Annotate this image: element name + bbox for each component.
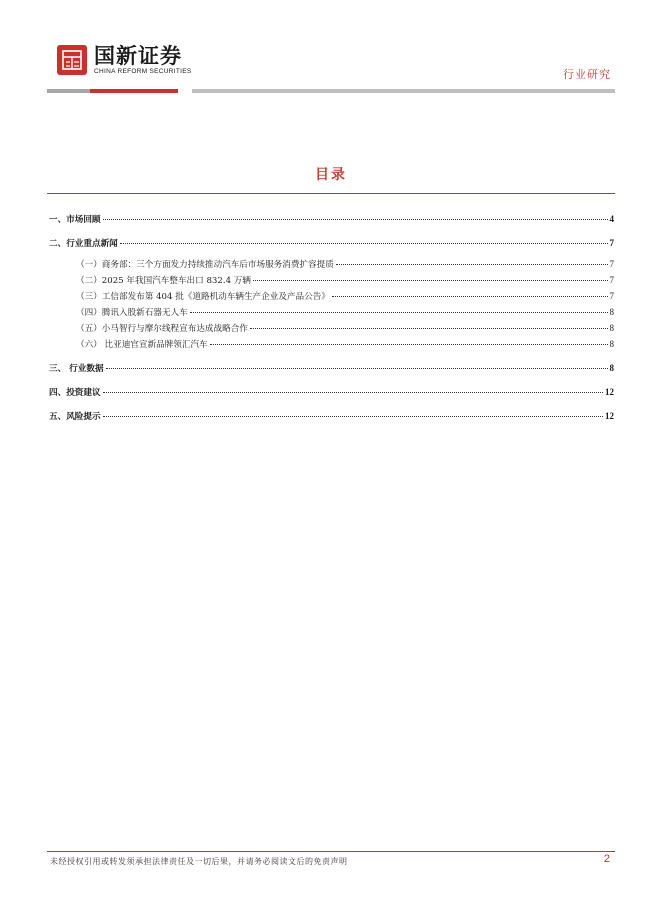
header-bar-red bbox=[90, 89, 178, 93]
toc-entry-risk-warning[interactable] bbox=[49, 410, 614, 423]
toc-leader-dots bbox=[332, 296, 608, 297]
toc-entry-news-1[interactable] bbox=[76, 258, 614, 271]
toc-entry-page: 8 bbox=[609, 307, 614, 317]
toc-entry-page: 4 bbox=[609, 214, 614, 224]
toc-leader-dots bbox=[103, 219, 608, 220]
toc-entry-page: 7 bbox=[609, 291, 614, 301]
toc-entry-page: 8 bbox=[609, 339, 614, 349]
toc-entry-page: 12 bbox=[605, 387, 614, 397]
toc-leader-dots bbox=[250, 328, 608, 329]
toc-entry-news-4[interactable] bbox=[76, 306, 614, 319]
toc-entry-label: 二、行业重点新闻 bbox=[49, 239, 118, 249]
toc-entry-news-5[interactable] bbox=[76, 322, 614, 335]
toc-leader-dots bbox=[106, 368, 608, 369]
toc-leader-dots bbox=[210, 344, 608, 345]
toc-leader-dots bbox=[336, 264, 608, 265]
toc-leader-dots bbox=[103, 392, 603, 393]
toc-entry-page: 7 bbox=[609, 259, 614, 269]
header-bar-gray-right bbox=[192, 89, 615, 93]
toc-entry-label: （五）小马智行与摩尔线程宣布达成战略合作 bbox=[76, 324, 248, 334]
toc-entry-label: 四、投资建议 bbox=[49, 388, 101, 398]
toc-entry-industry-news[interactable] bbox=[49, 237, 614, 250]
toc-entry-label: 一、市场回顾 bbox=[49, 215, 101, 225]
toc-entry-news-6[interactable] bbox=[76, 338, 614, 351]
toc-leader-dots bbox=[103, 416, 603, 417]
toc-entry-news-2[interactable] bbox=[76, 274, 614, 287]
toc-entry-label: （三）工信部发布第 404 批《道路机动车辆生产企业及产品公告》 bbox=[76, 292, 330, 302]
toc-entry-page: 12 bbox=[605, 411, 614, 421]
toc-entry-industry-data[interactable] bbox=[49, 362, 614, 375]
toc-entry-page: 8 bbox=[609, 363, 614, 373]
toc-title-rule bbox=[47, 193, 615, 194]
toc-leader-dots bbox=[190, 312, 608, 313]
toc-entry-page: 7 bbox=[609, 275, 614, 285]
toc-entry-label: 五、风险提示 bbox=[49, 412, 101, 422]
toc-entry-label: （四）腾讯入股新石器无人车 bbox=[76, 308, 188, 318]
logo-chinese-name: 国新证券 bbox=[94, 44, 182, 68]
toc-entry-label: 三、 行业数据 bbox=[49, 364, 104, 374]
toc-entry-label: （一）商务部：三个方面发力持续推动汽车后市场服务消费扩容提质 bbox=[76, 260, 334, 270]
page-number: 2 bbox=[603, 853, 610, 865]
toc-entry-page: 7 bbox=[609, 238, 614, 248]
toc-leader-dots bbox=[253, 280, 608, 281]
report-category: 行业研究 bbox=[563, 68, 611, 81]
toc-entry-label: （六） 比亚迪官宣新品牌领汇汽车 bbox=[76, 340, 208, 350]
toc-leader-dots bbox=[120, 243, 608, 244]
toc-entry-label: （二）2025 年我国汽车整车出口 832.4 万辆 bbox=[76, 276, 251, 286]
toc-entry-page: 8 bbox=[609, 323, 614, 333]
header-bar-gray-left bbox=[47, 89, 90, 93]
toc-entry-market-review[interactable] bbox=[49, 213, 614, 226]
footer-rule bbox=[47, 851, 615, 852]
logo-english-name: CHINA REFORM SECURITIES bbox=[94, 68, 192, 75]
toc-entry-news-3[interactable] bbox=[76, 290, 614, 303]
company-logo bbox=[57, 45, 192, 75]
logo-emblem-icon bbox=[57, 45, 87, 75]
toc-entry-investment-advice[interactable] bbox=[49, 386, 614, 399]
footer-disclaimer: 未经授权引用或转发须承担法律责任及一切后果，并请务必阅读文后的免责声明 bbox=[50, 857, 348, 866]
toc-title: 目录 bbox=[315, 167, 347, 183]
